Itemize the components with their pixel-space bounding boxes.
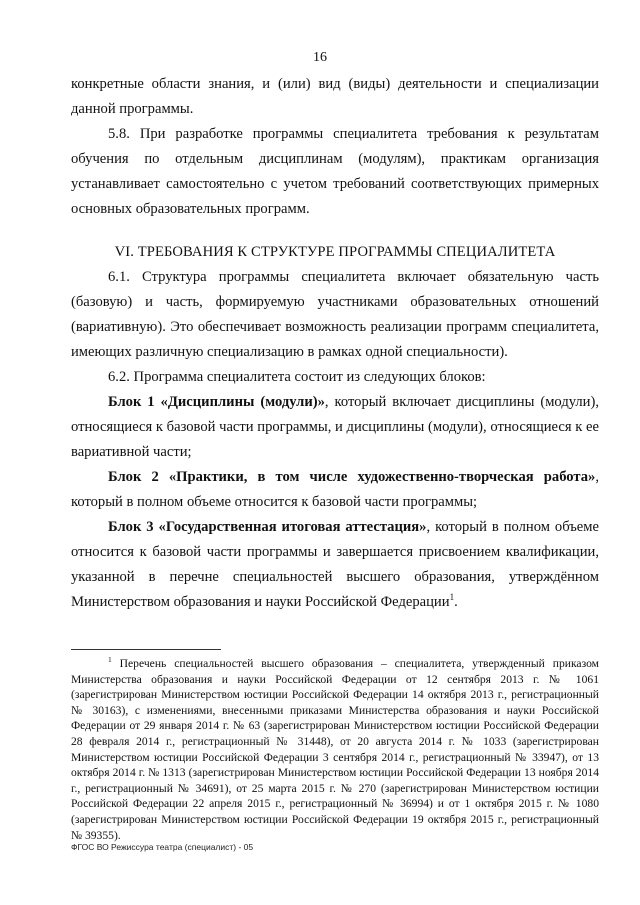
paragraph-block-3: Блок 3 «Государственная итоговая аттестация», который в полном объеме относится к базовой части программы и завершается присвоением квалификации, указанной в перечне специальностей высшего образования, утверждённом Министерством образования и науки Российской Федерации$^1$. — [71, 519, 599, 610]
block-1-title: Блок 1 «Дисциплины (модули)» — [108, 394, 325, 410]
section-heading: VI. ТРЕБОВАНИЯ К СТРУКТУРЕ ПРОГРАММЫ СПЕЦИАЛИТЕТА — [114, 244, 556, 260]
block-2-title: Блок 2 «Практики, в том числе художественно-творческая работа» — [108, 469, 596, 485]
document-footer: ФГОС ВО Режиссура театра (специалист) - 05 — [71, 842, 254, 852]
footnote-divider — [71, 649, 221, 650]
paragraph-block-1 — [71, 390, 599, 465]
footnote-text: Перечень специальностей высшего образования – специалитета, утвержденный приказом Министерства образования и науки Российской Федерации от 12 сентября 2013 г. № 1061 (зарегистрирован Министерством юстиции Российской Федерации 14 октября 2013 г., регистрационный № 30163), с изменениями, внесенными приказами Министерства образования и науки Российской Федерации от 29 января 2014 г. № 63 (зарегистрирован Министерством юстиции Российской Федерации 28 февраля 2014 г., регистрационный № 31448), от 20 августа 2014 г. № 1033 (зарегистрирован Министерством юстиции Российской Федерации 3 сентября 2014 г., регистрационный № 33947), от 13 октября 2014 г. № 1313 (зарегистрирован Министерством юстиции Российской Федерации 13 ноября 2014 г., регистрационный № 34691), от 25 марта 2015 г. № 270 (зарегистрирован Министерством юстиции Российской Федерации 22 апреля 2015 г., регистрационный № 36994) и от 1 октября 2015 г. № 1080 (зарегистрирован Министерством юстиции Российской Федерации 19 октября 2015 г., регистрационный № 39355). — [71, 657, 599, 842]
paragraph-continuation: конкретные области знания, и (или) вид (виды) деятельности и специализации данной программы. — [71, 76, 599, 117]
footnote — [71, 656, 599, 843]
paragraph-6-1: 6.1. Структура программы специалитета включает обязательную часть (базовую) и часть, формируемую участниками образовательных отношений (вариативную). Это обеспечивает возможность реализации программ специалитета, имеющих различную специализацию в рамках одной специальности). — [71, 269, 599, 360]
block-3-title: Блок 3 «Государственная итоговая аттестация» — [108, 519, 427, 535]
block-1-text: , который включает дисциплины (модули), относящиеся к базовой части программы, и дисциплины (модули), относящиеся к ее вариативной части; — [71, 394, 599, 460]
page-number: 16 — [313, 50, 327, 65]
block-3-text: , который в полном объеме относится к базовой части программы и завершается присвоением квалификации, указанной в перечне специальностей высшего образования, утверждённом Министерством образования и науки Российской Федерации — [71, 519, 599, 610]
paragraph-block-2 — [71, 465, 599, 515]
block-2-text: , который в полном объеме относится к базовой части программы; — [71, 469, 599, 510]
document-body — [71, 72, 599, 615]
footnote-marker: 1 — [108, 655, 112, 665]
paragraph-6-2: 6.2. Программа специалитета состоит из следующих блоков: — [108, 369, 486, 385]
footnote-reference: 1 — [449, 592, 455, 603]
paragraph-5-8: 5.8. При разработке программы специалитета требования к результатам обучения по отдельным дисциплинам (модулям), практикам организация устанавливает самостоятельно с учетом требований соответствующих примерных основных образовательных программ. — [71, 126, 599, 217]
footnote-paragraph — [71, 656, 599, 843]
